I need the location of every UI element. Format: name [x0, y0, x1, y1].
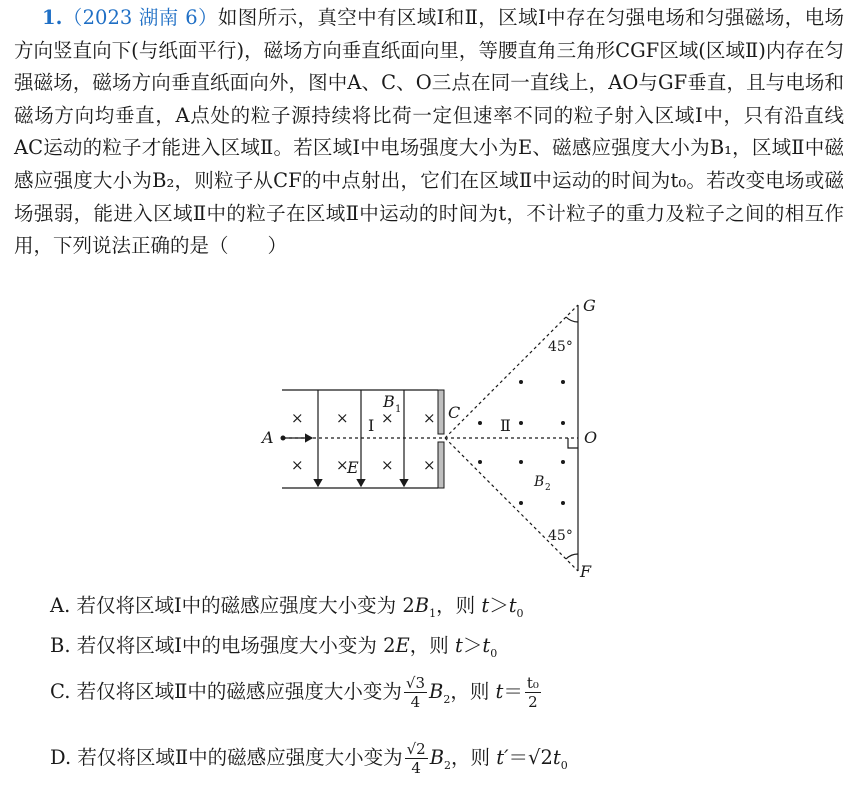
cross-mark: ×	[381, 456, 394, 474]
question-text: 如图所示，真空中有区域Ⅰ和Ⅱ，区域Ⅰ中存在匀强电场和匀强磁场，电场方向竖直向下(与纸面平行)，磁场方向垂直纸面向里，等腰直角三角形CGF区域(区域Ⅱ)内存在匀强磁场，磁场方向垂直纸面向外，图中A、C、O三点在同一直线上，AO与GF垂直，且与电场和磁场方向均垂直，A点处的粒子源持续将比荷一定但速率不同的粒子射入区域Ⅰ中，只有沿直线AC运动的粒子才能进入区域Ⅱ。若区域Ⅰ中电场强度大小为E、磁感应强度大小为B₁，区域Ⅱ中磁感应强度大小为B₂，则粒子从CF的中点射出，它们在区域Ⅱ中运动的时间为t₀。若改变电场或磁场强弱，能进入区域Ⅱ中的粒子在区域Ⅱ中运动的时间为t，不计粒子的重力及粒子之间的相互作用，下列说法正确的是	[14, 6, 844, 258]
label-B2-sub: 2	[545, 483, 551, 493]
option-C[interactable]: C. 若仅将区域Ⅱ中的磁感应强度大小变为 $\frac{√3}{4}$ $B_2$，则 t＝ $\frac{\text{t₀}}{2}$	[50, 674, 539, 711]
label-angle-top: 45°	[548, 339, 573, 355]
label-B2: B	[534, 474, 545, 490]
plate-top	[438, 390, 444, 434]
cross-mark: ×	[336, 456, 349, 474]
label-B1: B	[383, 392, 395, 411]
answer-blank: （ ）	[209, 234, 288, 258]
angle-arc-bottom	[566, 554, 578, 559]
fraction: $\frac{√2}{4}$	[406, 740, 426, 777]
label-A: A	[262, 428, 274, 447]
label-B1-sub: 1	[395, 404, 402, 415]
question-number: 1.	[42, 6, 63, 29]
option-B[interactable]: B. 若仅将区域Ⅰ中的电场强度大小变为 2E，则 $t>t_0$	[50, 634, 498, 660]
option-A[interactable]: A. 若仅将区域Ⅰ中的磁感应强度大小变为 $2B_1$，则 $t>t_0$	[50, 594, 524, 620]
cross-mark: ×	[423, 456, 436, 474]
cross-mark: ×	[336, 409, 349, 427]
point-A	[281, 436, 286, 441]
cross-mark: ×	[423, 409, 436, 427]
label-G: G	[583, 296, 596, 315]
label-F: F	[580, 562, 592, 581]
fraction: $\frac{√3}{4}$	[405, 674, 425, 711]
fraction: $\frac{\text{t₀}}{2}$	[526, 674, 539, 711]
plate-bottom	[438, 442, 444, 488]
side-CF	[445, 438, 578, 571]
cross-mark: ×	[291, 409, 304, 427]
label-C: C	[448, 403, 461, 422]
option-D[interactable]: D. 若仅将区域Ⅱ中的磁感应强度大小变为 $\frac{√2}{4}$ $B_2$，则 $t'=√2t_0$	[50, 740, 568, 777]
question-source: （2023 湖南 6）	[62, 6, 218, 29]
angle-arc-top	[566, 317, 578, 322]
label-angle-bottom: 45°	[548, 528, 573, 544]
side-CG	[445, 305, 578, 438]
cross-mark: ×	[381, 409, 394, 427]
field-out-dots	[478, 380, 565, 505]
label-O: O	[584, 428, 598, 447]
right-angle-mark	[568, 438, 578, 448]
label-E: E	[347, 458, 359, 477]
label-region1: Ⅰ	[368, 416, 375, 435]
label-region2: Ⅱ	[500, 416, 511, 435]
cross-mark: ×	[291, 456, 304, 474]
